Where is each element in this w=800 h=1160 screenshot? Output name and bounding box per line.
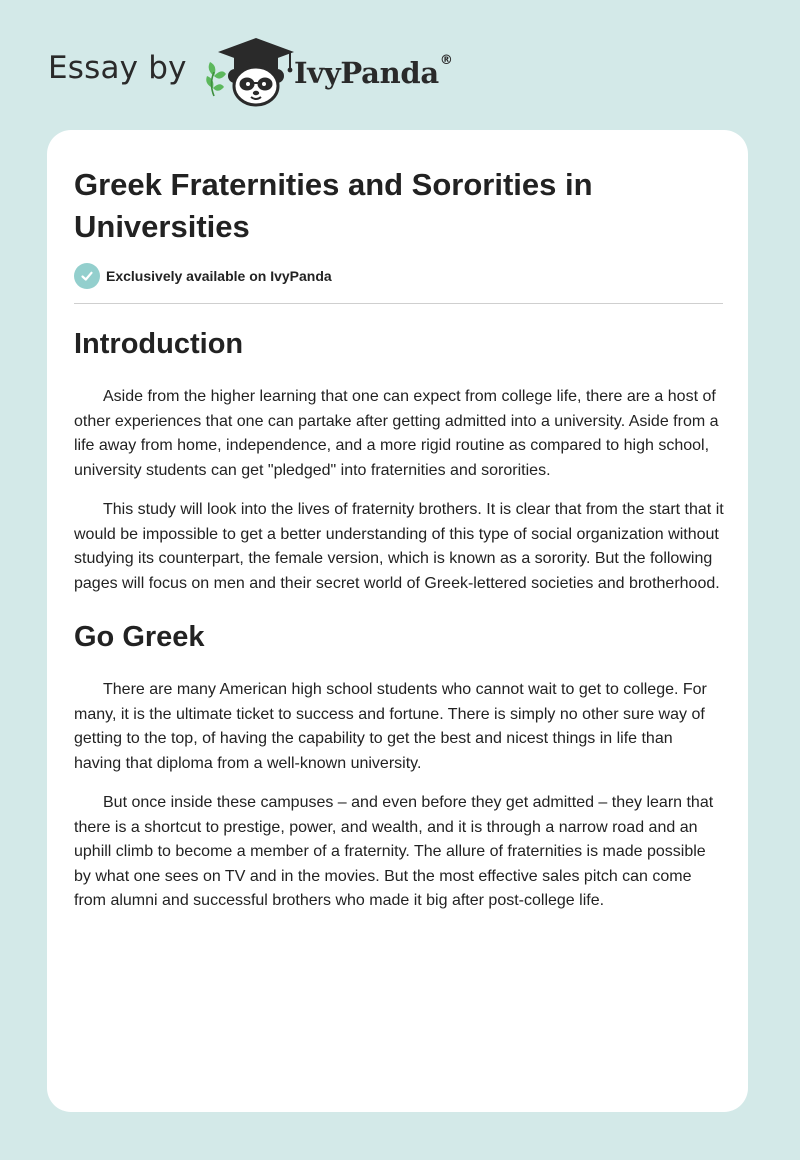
section-go-greek <box>74 611 724 914</box>
section-heading: Introduction <box>74 328 244 360</box>
registered-mark: ® <box>439 53 453 68</box>
paragraph: There are many American high school students who cannot wait to get to college. For many, it is the ultimate ticket to success and fortune. There is simply no other sure way of getting to the top, of having the capability to get the best and nicest things in life than having that diploma from a well-known university. <box>74 681 707 772</box>
title-divider <box>74 303 723 304</box>
essay-title: Greek Fraternities and Sororities in Universities <box>74 167 593 244</box>
check-icon <box>74 263 100 289</box>
section-heading: Go Greek <box>74 621 205 653</box>
exclusive-badge <box>74 263 332 289</box>
brand-name-text: IvyPanda <box>294 56 439 90</box>
essay-content <box>74 318 724 929</box>
paragraph: Aside from the higher learning that one can expect from college life, there are a host of other experiences that one can partake after getting admitted into a university. Aside from a life away from home, independence, and a more rigid routine as compared to high school, university students can get "pledged" into fraternities and sororities. <box>74 388 719 479</box>
essay-by-label: Essay by <box>48 50 187 86</box>
exclusive-badge-text: Exclusively available on IvyPanda <box>106 268 332 284</box>
section-introduction <box>74 318 724 596</box>
site-header <box>48 36 748 108</box>
ivypanda-logo-icon[interactable] <box>202 36 296 108</box>
paragraph: But once inside these campuses – and even before they get admitted – they learn that there is a shortcut to prestige, power, and wealth, and it is through a narrow road and an uphill climb to become a member of a fraternity. The allure of fraternities is made possible by what one sees on TV and in the movies. But the most effective sales pitch can come from alumni and successful brothers who made it big after post-college life. <box>74 794 714 909</box>
paragraph: This study will look into the lives of fraternity brothers. It is clear that from the start that it would be impossible to get a better understanding of this type of social organization without studying its counterpart, the female version, which is known as a sorority. But the following pages will focus on men and their secret world of Greek-lettered societies and brotherhood. <box>74 501 724 592</box>
essay-card <box>47 130 748 1112</box>
brand-name[interactable] <box>294 53 453 90</box>
